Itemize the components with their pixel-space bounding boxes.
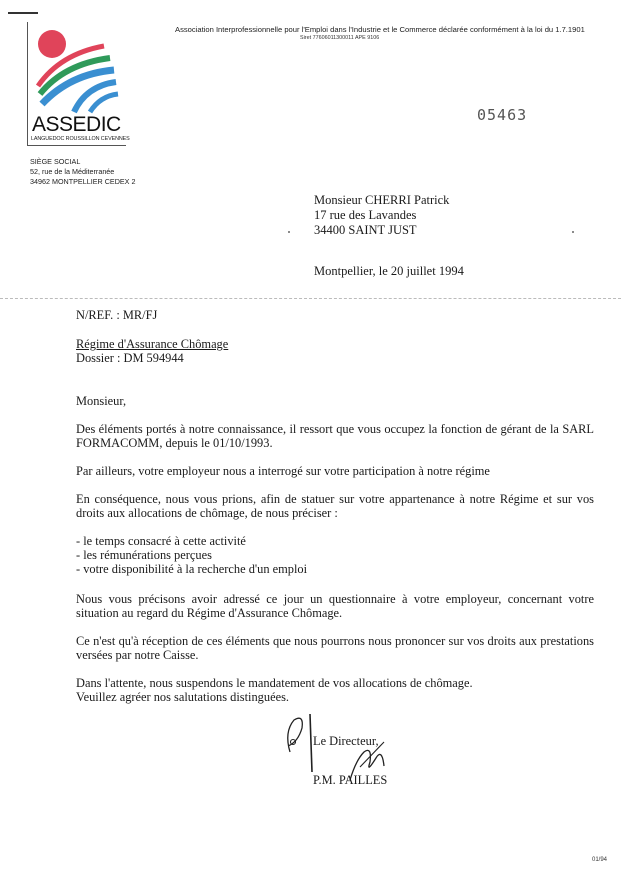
recipient-name: Monsieur CHERRI Patrick: [314, 193, 450, 207]
request-list: [76, 534, 594, 576]
paragraph-5: Ce n'est qu'à réception de ces éléments que nous pourrons nous prononcer sur vos droits aux prestations versées par notre Caisse.: [76, 634, 594, 662]
paragraph-4: Nous vous précisons avoir adressé ce jour un questionnaire à votre employeur, concernant votre situation au regard du Régime d'Assurance Chômage.: [76, 592, 594, 620]
fold-line: [0, 298, 621, 299]
paragraph-3: En conséquence, nous vous prions, afin de statuer sur votre appartenance à notre Régime et sur vos droits aux allocations de chômage, de nous préciser :: [76, 492, 594, 520]
salutation: Monsieur,: [76, 394, 127, 408]
recipient-city: 34400 SAINT JUST: [314, 223, 417, 237]
list-item: - les rémunérations perçues: [76, 548, 212, 562]
scan-dot: [288, 231, 290, 233]
paragraph-1: Des éléments portés à notre connaissance, il ressort que vous occupez la fonction de gérant de la SARL FORMACOMM, depuis le 01/10/1993.: [76, 422, 594, 450]
head-office-city: 34962 MONTPELLIER CEDEX 2: [30, 177, 136, 186]
subject: Régime d'Assurance Chômage: [76, 337, 229, 351]
scan-dot: [572, 231, 574, 233]
paragraph-6-line-2: Veuillez agréer nos salutations distinguées.: [76, 690, 289, 704]
head-office-street: 52, rue de la Méditerranée: [30, 167, 115, 176]
siret-line: Siret 77606011300011 APE 9106: [300, 35, 380, 41]
date-line: Montpellier, le 20 juillet 1994: [314, 264, 464, 278]
stamp-number: 05463: [477, 106, 528, 124]
signatory-title: Le Directeur,: [313, 734, 379, 748]
scan-mark: [8, 12, 38, 14]
paragraph-2: Par ailleurs, votre employeur nous a interrogé sur votre participation à notre régime: [76, 464, 490, 478]
recipient-street: 17 rue des Lavandes: [314, 208, 417, 222]
paragraph-6: [76, 676, 594, 704]
logo-wordmark: ASSEDIC: [32, 113, 121, 136]
signatory-name: P.M. PAILLES: [313, 773, 388, 787]
list-item: - le temps consacré à cette activité: [76, 534, 246, 548]
head-office-title: SIÈGE SOCIAL: [30, 157, 81, 166]
subject-line: [76, 337, 594, 351]
footer-code: 01/94: [592, 857, 608, 863]
list-item: - votre disponibilité à la recherche d'un emploi: [76, 562, 308, 576]
association-line: Association Interprofessionnelle pour l'Emploi dans l'Industrie et le Commerce déclarée conformément à la loi du 1.7.1901: [175, 25, 585, 34]
dossier: Dossier : DM 594944: [76, 351, 184, 365]
logo-subtitle: LANGUEDOC ROUSSILLON CEVENNES: [31, 136, 130, 142]
assedic-logo-icon: [30, 24, 122, 116]
paragraph-6-line-1: Dans l'attente, nous suspendons le mandatement de vos allocations de chômage.: [76, 676, 473, 690]
recipient-address: [314, 193, 449, 238]
nref: N/REF. : MR/FJ: [76, 308, 158, 322]
head-office-block: [30, 157, 135, 187]
